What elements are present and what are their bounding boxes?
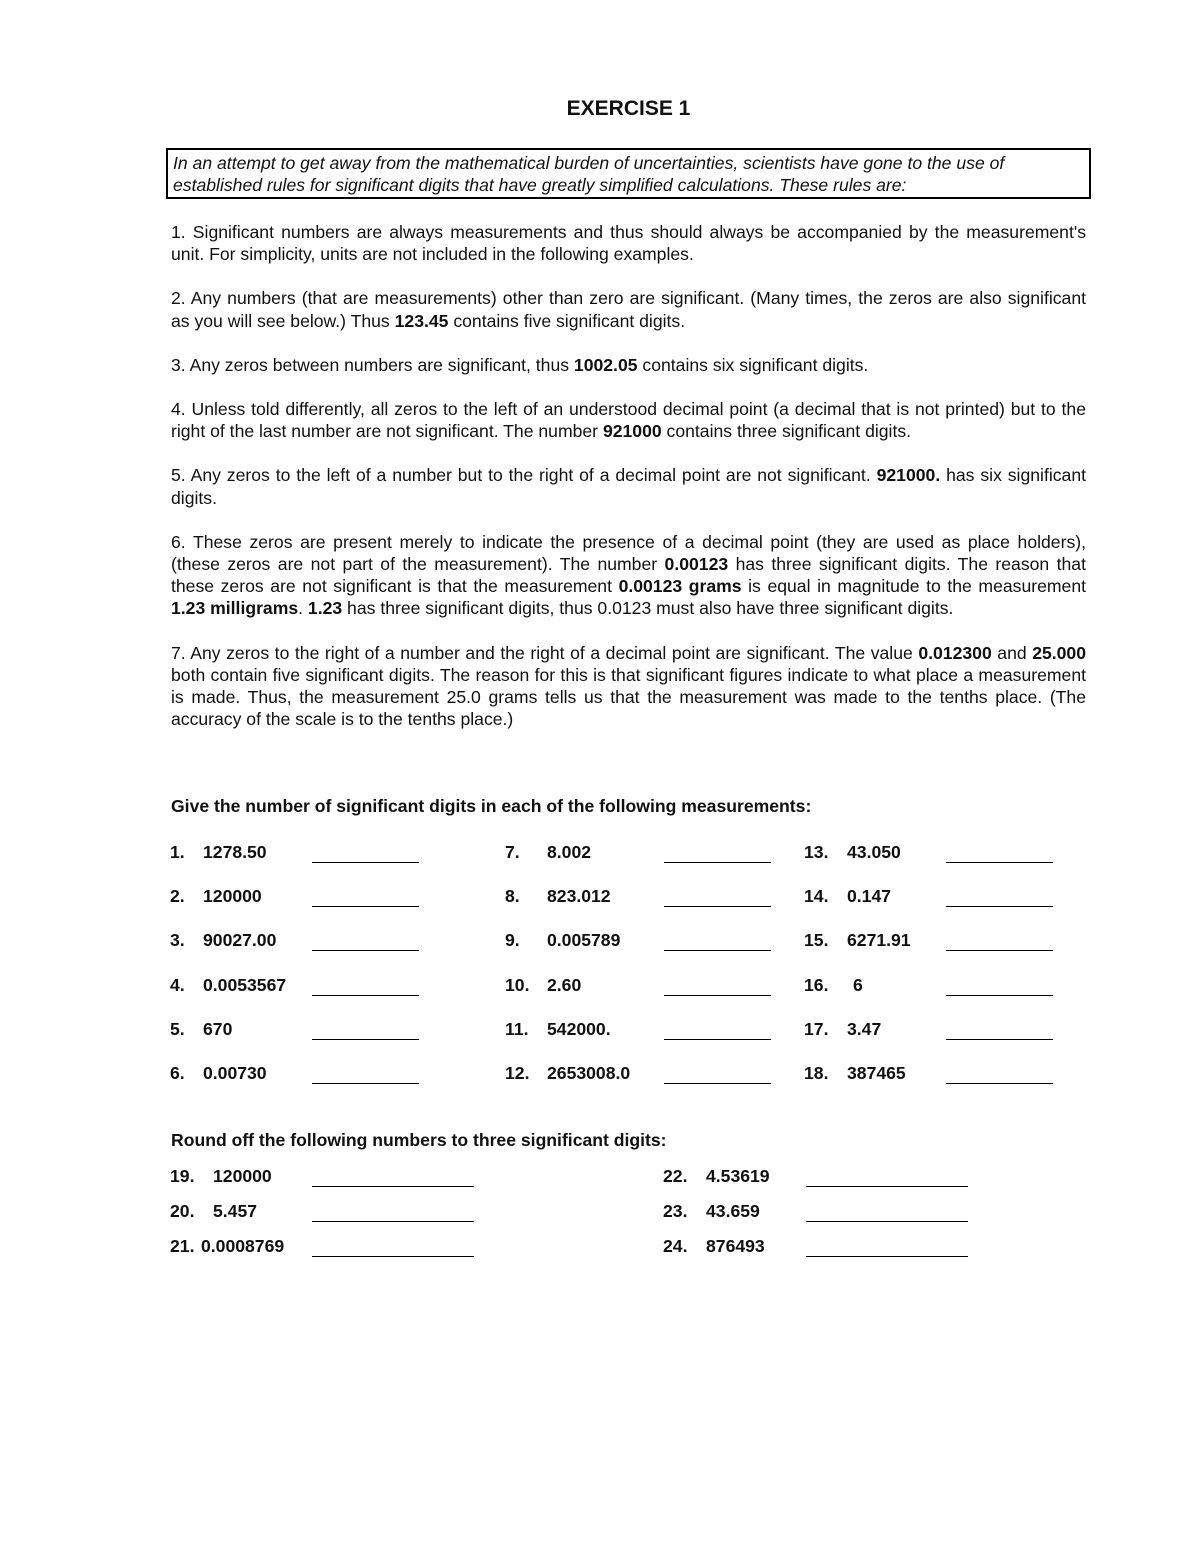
question-number: 17. <box>804 1019 829 1039</box>
rule-example-number: 123.45 <box>394 310 449 331</box>
intro-box: In an attempt to get away from the mathematical burden of uncertainties, scientists have gone to the use of established rules for significant digits that have greatly simplified calculations. These rules are: <box>166 148 1091 199</box>
question-value: 4.53619 <box>706 1166 770 1186</box>
section2-heading: Round off the following numbers to three significant digits: <box>171 1130 667 1150</box>
question-number: 1. <box>170 842 185 862</box>
question-number: 2. <box>170 886 185 906</box>
rule-example-number: 1.23 <box>307 598 343 619</box>
question-value: 0.005789 <box>547 930 621 950</box>
answer-blank[interactable] <box>664 950 771 951</box>
rule-3 <box>171 354 1086 376</box>
question-number: 10. <box>505 975 530 995</box>
rule-5 <box>171 464 1086 508</box>
question-number: 3. <box>170 930 185 950</box>
answer-blank[interactable] <box>312 950 419 951</box>
rule-example-number: 25.000 <box>1032 642 1086 663</box>
rule-example-number: 1002.05 <box>573 354 638 375</box>
answer-blank[interactable] <box>664 1039 771 1040</box>
rule-text: 4. Unless told differently, all zeros to the left of an understood decimal point (a decimal that is not printed) but to the right of the last number are not significant. The number <box>171 399 1086 442</box>
question-number: 23. <box>663 1201 688 1221</box>
question-number: 8. <box>505 886 520 906</box>
answer-blank[interactable] <box>312 906 419 907</box>
rule-text: 6. These zeros are present merely to indicate the presence of a decimal point (they are used as place holders), (these zeros are not part of the measurement). The number <box>171 531 1086 575</box>
question-value: 6271.91 <box>847 930 911 950</box>
answer-blank[interactable] <box>946 1039 1053 1040</box>
section1-heading: Give the number of significant digits in each of the following measurements: <box>171 796 812 816</box>
rule-text: 2. Any numbers (that are measurements) other than zero are significant. (Many times, the zeros are also significant as you will see below.) Thus <box>171 288 1086 331</box>
rule-text: 5. Any zeros to the left of a number but to the right of a decimal point are not significant. <box>171 465 877 486</box>
answer-blank[interactable] <box>312 1256 474 1257</box>
question-number: 4. <box>170 975 185 995</box>
question-number: 24. <box>663 1236 688 1256</box>
question-number: 16. <box>804 975 829 995</box>
answer-blank[interactable] <box>946 862 1053 863</box>
rule-text: contains five significant digits. <box>448 310 686 331</box>
rules-list <box>171 221 1086 752</box>
answer-blank[interactable] <box>312 862 419 863</box>
answer-blank[interactable] <box>664 995 771 996</box>
answer-blank[interactable] <box>312 1083 419 1084</box>
question-value: 1278.50 <box>203 842 267 862</box>
question-value: 387465 <box>847 1063 906 1083</box>
question-value: 43.050 <box>847 842 901 862</box>
answer-blank[interactable] <box>312 995 419 996</box>
rule-text: . <box>298 598 308 619</box>
rule-7 <box>171 642 1086 731</box>
question-number: 13. <box>804 842 829 862</box>
question-value: 2.60 <box>547 975 582 995</box>
answer-blank[interactable] <box>806 1256 968 1257</box>
question-value: 3.47 <box>847 1019 882 1039</box>
answer-blank[interactable] <box>946 906 1053 907</box>
answer-blank[interactable] <box>312 1186 474 1187</box>
rule-example-number: 921000. <box>876 465 941 486</box>
question-value: 120000 <box>203 886 262 906</box>
rule-text: has three significant digits. The reason that these zeros are not significant is that the measurement <box>171 554 1086 597</box>
page-title: EXERCISE 1 <box>566 97 691 120</box>
question-value: 0.00730 <box>203 1063 267 1083</box>
question-number: 7. <box>505 842 520 862</box>
question-value: 8.002 <box>547 842 592 862</box>
question-number: 21. <box>170 1236 195 1256</box>
rule-text: and <box>991 642 1033 663</box>
rule-text: is equal in magnitude to the measurement <box>741 576 1086 597</box>
rule-text: 7. Any zeros to the right of a number and the right of a decimal point are significant. The value <box>171 642 919 663</box>
answer-blank[interactable] <box>312 1221 474 1222</box>
rule-text: has six significant digits. <box>171 465 1086 508</box>
question-value: 90027.00 <box>203 930 277 950</box>
question-value: 0.0053567 <box>203 975 287 995</box>
answer-blank[interactable] <box>664 906 771 907</box>
question-value: 5.457 <box>213 1201 258 1221</box>
question-value: 0.0008769 <box>201 1236 285 1256</box>
answer-blank[interactable] <box>946 995 1053 996</box>
question-number: 20. <box>170 1201 195 1221</box>
question-value: 0.147 <box>847 886 892 906</box>
answer-blank[interactable] <box>664 1083 771 1084</box>
rule-4 <box>171 398 1086 442</box>
question-value: 542000. <box>547 1019 611 1039</box>
question-value: 43.659 <box>706 1201 760 1221</box>
question-number: 5. <box>170 1019 185 1039</box>
rule-text: contains six significant digits. <box>637 354 869 375</box>
rule-text: contains three significant digits. <box>661 421 912 442</box>
question-value: 6 <box>853 975 863 995</box>
rule-1 <box>171 221 1086 265</box>
answer-blank[interactable] <box>946 950 1053 951</box>
answer-blank[interactable] <box>664 862 771 863</box>
answer-blank[interactable] <box>806 1221 968 1222</box>
question-number: 18. <box>804 1063 829 1083</box>
rule-text: 3. Any zeros between numbers are significant, thus <box>171 354 574 375</box>
question-number: 15. <box>804 930 829 950</box>
question-number: 11. <box>505 1019 529 1039</box>
rule-text: 1. Significant numbers are always measurements and thus should always be accompanied by the measurement's unit. For simplicity, units are not included in the following examples. <box>171 222 1086 265</box>
question-number: 19. <box>170 1166 195 1186</box>
question-value: 876493 <box>706 1236 765 1256</box>
question-number: 22. <box>663 1166 688 1186</box>
rule-example-number: 0.00123 grams <box>618 576 742 597</box>
question-number: 12. <box>505 1063 530 1083</box>
question-value: 823.012 <box>547 886 611 906</box>
answer-blank[interactable] <box>806 1186 968 1187</box>
question-value: 2653008.0 <box>547 1063 631 1083</box>
question-value: 120000 <box>213 1166 272 1186</box>
rule-text: has three significant digits, thus 0.0123 must also have three significant digits. <box>342 598 954 619</box>
question-value: 670 <box>203 1019 233 1039</box>
question-number: 9. <box>505 930 520 950</box>
rule-example-number: 0.00123 <box>664 554 729 575</box>
rule-text: both contain five significant digits. The reason for this is that significant figures indicate to what place a measurement is made. Thus, the measurement 25.0 grams tells us that the measurement was made to the tenths place. (The accuracy of the scale is to the tenths place.) <box>171 664 1086 730</box>
answer-blank[interactable] <box>946 1083 1053 1084</box>
rule-example-number: 921000 <box>602 421 662 442</box>
rule-6 <box>171 531 1086 620</box>
rule-example-number: 0.012300 <box>918 642 992 663</box>
rule-example-number: 1.23 milligrams <box>171 598 299 619</box>
rule-2 <box>171 287 1086 331</box>
answer-blank[interactable] <box>312 1039 419 1040</box>
question-number: 6. <box>170 1063 185 1083</box>
question-number: 14. <box>804 886 829 906</box>
